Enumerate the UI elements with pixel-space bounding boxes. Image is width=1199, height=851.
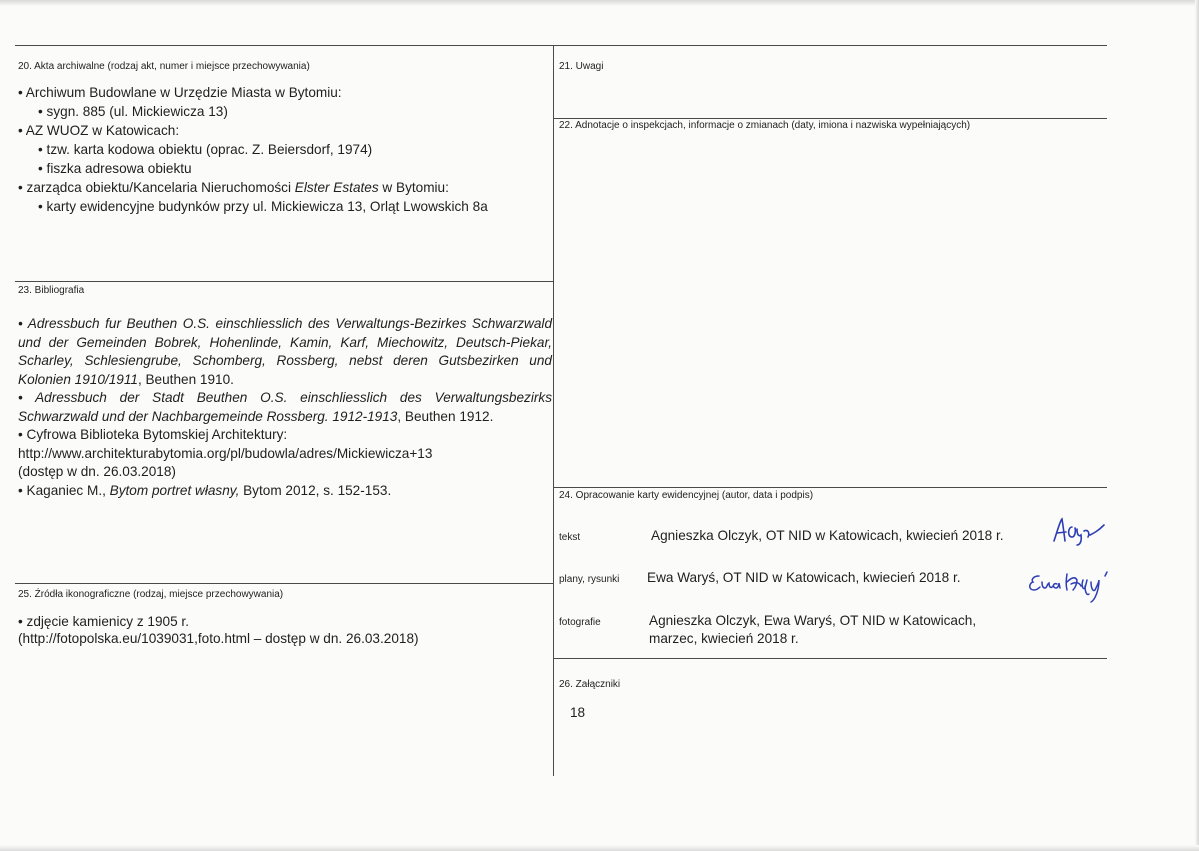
archive-line-7: • karty ewidencyjne budynków przy ul. Mickiewicza 13, Orląt Lwowskich 8a: [38, 199, 488, 214]
signature-olczyk: [1050, 515, 1110, 547]
archive-line-3: • AZ WUOZ w Katowicach:: [18, 123, 180, 138]
archive-line-6-company: Elster Estates: [294, 180, 379, 195]
scan-bottom-edge: [0, 845, 1199, 851]
archive-line-6: [18, 179, 449, 197]
divider-20-23: [15, 281, 553, 282]
archive-line-5: • fiszka adresowa obiektu: [38, 161, 192, 176]
scan-top-edge: [0, 0, 1199, 6]
section-26-label: 26. Załączniki: [559, 679, 621, 690]
bibliography-item-1-pub: , Beuthen 1910.: [137, 371, 234, 387]
bibliography-item-4-pub: Bytom 2012, s. 152-153.: [239, 482, 392, 498]
fotografie-value-2: marzec, kwiecień 2018 r.: [649, 631, 799, 646]
bibliography-item-1-title: • Adressbuch fur Beuthen O.S. einschliesslich des Verwaltungs-Bezirkes Schwarzwald und der Gemeinden Bobrek, Hohenlinde, Kamin, Karf, Miechowitz, Deutsch-Piekar, Scharley, Schlesiengrube, Schomberg, Rossberg, nebst deren Gutsbezirken und Kolonien 1910/1911: [18, 316, 552, 387]
fotografie-label: fotografie: [559, 617, 601, 628]
archive-line-4: • tzw. karta kodowa obiektu (oprac. Z. Beiersdorf, 1974): [38, 142, 373, 157]
divider-23-25: [15, 583, 553, 584]
bibliography-item-4-title: Bytom portret własny,: [109, 482, 240, 498]
bibliography-item-2-pub: , Beuthen 1912.: [397, 408, 494, 424]
archive-line-6-a: • zarządca obiektu/Kancelaria Nieruchomości: [18, 180, 295, 195]
top-border-line: [15, 45, 1107, 46]
bibliography-item-4-author: • Kaganiec M.,: [18, 482, 110, 498]
bibliography-list: [18, 315, 552, 500]
scan-right-edge: [1195, 0, 1199, 851]
section-21-label: 21. Uwagi: [559, 61, 604, 72]
bibliography-item-4: [18, 482, 552, 501]
divider-22-24: [553, 487, 1107, 488]
divider-21-22: [553, 118, 1107, 119]
signature-warys: [1025, 566, 1120, 606]
divider-24-26: [553, 658, 1107, 659]
tekst-value: Agnieszka Olczyk, OT NID w Katowicach, kwiecień 2018 r.: [651, 528, 1004, 543]
archive-line-1: • Archiwum Budowlane w Urzędzie Miasta w Bytomiu:: [18, 85, 342, 100]
section-20-label: 20. Akta archiwalne (rodzaj akt, numer i miejsce przechowywania): [18, 61, 310, 72]
fotografie-value-1: Agnieszka Olczyk, Ewa Waryś, OT NID w Katowicach,: [649, 613, 977, 628]
bibliography-item-2-title: • Adressbuch der Stadt Beuthen O.S. einschliesslich des Verwaltungsbezirks Schwarzwald und der Nachbargemeinde Rossberg. 1912-1913: [18, 390, 552, 424]
plany-label: plany, rysunki: [559, 574, 620, 585]
archive-line-2: • sygn. 885 (ul. Mickiewicza 13): [38, 104, 228, 119]
bibliography-item-2: [18, 389, 552, 426]
iconographic-line-1: • zdjęcie kamienicy z 1905 r.: [18, 614, 189, 629]
iconographic-line-2: (http://fotopolska.eu/1039031,foto.html – dostęp w dn. 26.03.2018): [18, 631, 419, 646]
section-23-label: 23. Bibliografia: [18, 285, 85, 296]
bibliography-item-3-url: http://www.architekturabytomia.org/pl/budowla/adres/Mickiewicza+13: [18, 445, 433, 461]
section-24-label: 24. Opracowanie karty ewidencyjnej (autor, data i podpis): [559, 490, 814, 501]
section-25-label: 25. Źródła ikonograficzne (rodzaj, miejsce przechowywania): [18, 589, 284, 600]
bibliography-item-3: • Cyfrowa Biblioteka Bytomskiej Architektury:: [18, 427, 288, 442]
bibliography-item-1: [18, 315, 552, 389]
attachments-count: 18: [570, 705, 586, 720]
plany-value: Ewa Waryś, OT NID w Katowicach, kwiecień 2018 r.: [647, 570, 961, 585]
section-22-label: 22. Adnotacje o inspekcjach, informacje o zmianach (daty, imiona i nazwiska wypełniających): [559, 120, 971, 131]
center-divider: [553, 45, 554, 776]
bibliography-item-3-access: (dostęp w dn. 26.03.2018): [18, 464, 176, 479]
archive-line-6-c: w Bytomiu:: [378, 180, 449, 195]
tekst-label: tekst: [559, 532, 581, 543]
